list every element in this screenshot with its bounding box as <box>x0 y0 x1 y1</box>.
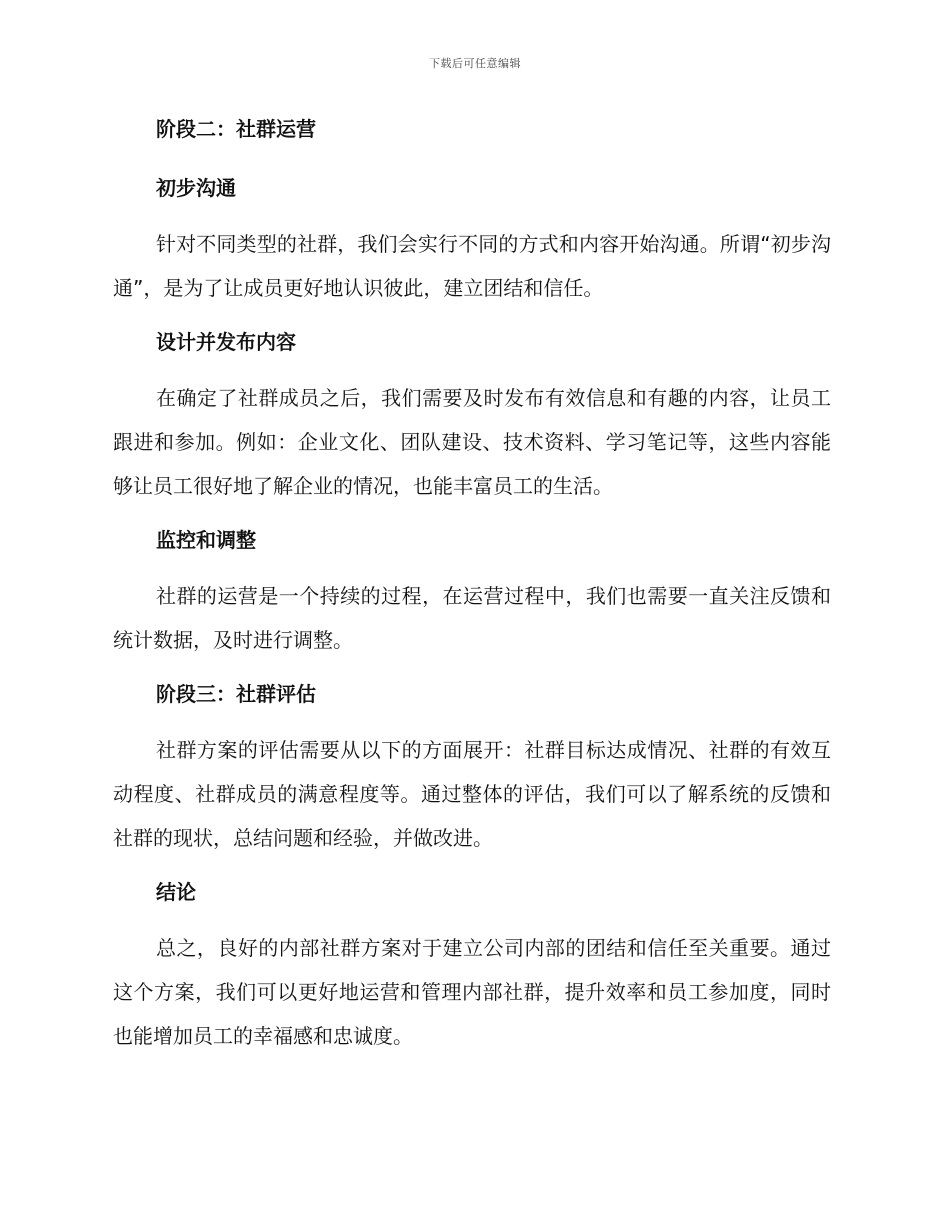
conclusion-heading: 结论 <box>156 880 196 904</box>
initial-communication-paragraph: 针对不同类型的社群，我们会实行不同的方式和内容开始沟通。所谓“初步沟通”，是为了让成员更好地认识彼此，建立团结和信任。 <box>113 232 831 300</box>
stage3-paragraph: 社群方案的评估需要从以下的方面展开：社群目标达成情况、社群的有效互动程度、社群成员的满意程度等。通过整体的评估，我们可以了解系统的反馈和社群的现状，总结问题和经验，并做改进。 <box>113 738 831 850</box>
design-publish-heading: 设计并发布内容 <box>156 330 296 354</box>
monitor-adjust-paragraph: 社群的运营是一个持续的过程，在运营过程中，我们也需要一直关注反馈和统计数据，及时进行调整。 <box>113 584 831 652</box>
conclusion-paragraph: 总之，良好的内部社群方案对于建立公司内部的团结和信任至关重要。通过这个方案，我们可以更好地运营和管理内部社群，提升效率和员工参加度，同时也能增加员工的幸福感和忠诚度。 <box>113 936 831 1048</box>
monitor-adjust-heading: 监控和调整 <box>156 528 256 552</box>
document-body <box>113 110 831 1058</box>
design-publish-paragraph: 在确定了社群成员之后，我们需要及时发布有效信息和有趣的内容，让员工跟进和参加。例如：企业文化、团队建设、技术资料、学习笔记等，这些内容能够让员工很好地了解企业的情况，也能丰富员工的生活。 <box>113 386 831 498</box>
page-header-note: 下载后可任意编辑 <box>429 57 521 70</box>
stage2-heading: 阶段二：社群运营 <box>156 117 316 141</box>
initial-communication-heading: 初步沟通 <box>156 176 236 200</box>
stage3-heading: 阶段三：社群评估 <box>156 682 316 706</box>
